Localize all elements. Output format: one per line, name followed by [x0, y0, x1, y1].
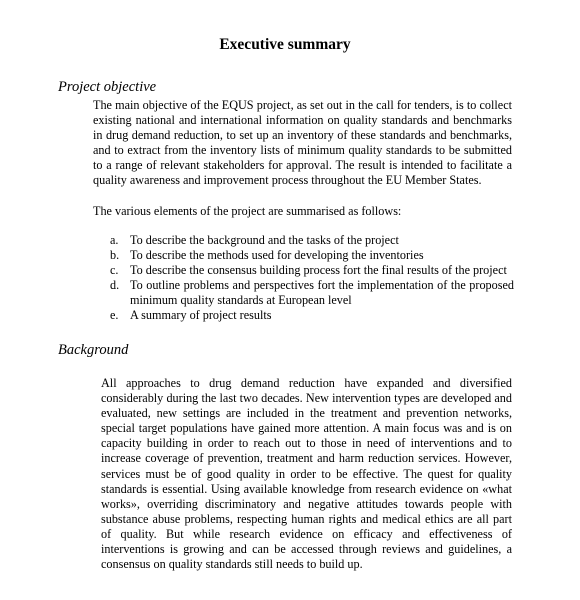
document-title: Executive summary [219, 36, 351, 53]
list-item [110, 263, 514, 278]
list-item-marker: a. [110, 233, 119, 247]
list-item-marker: c. [110, 263, 119, 277]
project-elements-list [110, 233, 514, 323]
background-paragraph: All approaches to drug demand reduction have expanded and diversified considerably during the last two decades. New intervention types are developed and evaluated, new settings are included in the treatment and prevention networks, special target populations have gained more attention. A main focus was and is on capacity building in order to reach out to those in need of interventions and to increase coverage of prevention, treatment and harm reduction services. However, services must be of good quality in order to be effective. The quest for quality standards is essential. Using available knowledge from research evidence on «what works», overriding discriminatory and negative attitudes towards people with substance abuse problems, respecting human rights and medical ethics are all part of quality. But while research evidence on efficacy and effectiveness of interventions is growing and can be accessed through reviews and guidelines, a consensus on quality standards still needs to build up. [101, 376, 512, 572]
project-objective-paragraph: The main objective of the EQUS project, as set out in the call for tenders, is to collect existing national and international information on quality standards and benchmarks in drug demand reduction, to set up an inventory of these standards and benchmarks, and to extract from the inventory lists of minimum quality standards to be submitted to a range of relevant stakeholders for approval. The result is intended to facilitate a quality awareness and improvement process throughout the EU Member States. [93, 98, 512, 188]
list-item-text: To describe the background and the tasks of the project [130, 233, 399, 247]
list-item-marker: e. [110, 308, 119, 322]
list-item-text: A summary of project results [130, 308, 272, 322]
list-item [110, 248, 514, 263]
list-item [110, 308, 514, 323]
list-intro-paragraph: The various elements of the project are summarised as follows: [93, 204, 402, 218]
list-item [110, 278, 514, 308]
section-heading-background: Background [58, 342, 129, 358]
list-item-text: To describe the methods used for developing the inventories [130, 248, 424, 262]
section-heading-project-objective: Project objective [58, 79, 157, 95]
list-item-marker: d. [110, 278, 120, 292]
list-item-text: To describe the consensus building process fort the final results of the project [130, 263, 507, 277]
list-item [110, 233, 514, 248]
list-item-marker: b. [110, 248, 120, 262]
list-item-text: To outline problems and perspectives fort the implementation of the proposed minimum quality standards at European level [130, 278, 514, 307]
